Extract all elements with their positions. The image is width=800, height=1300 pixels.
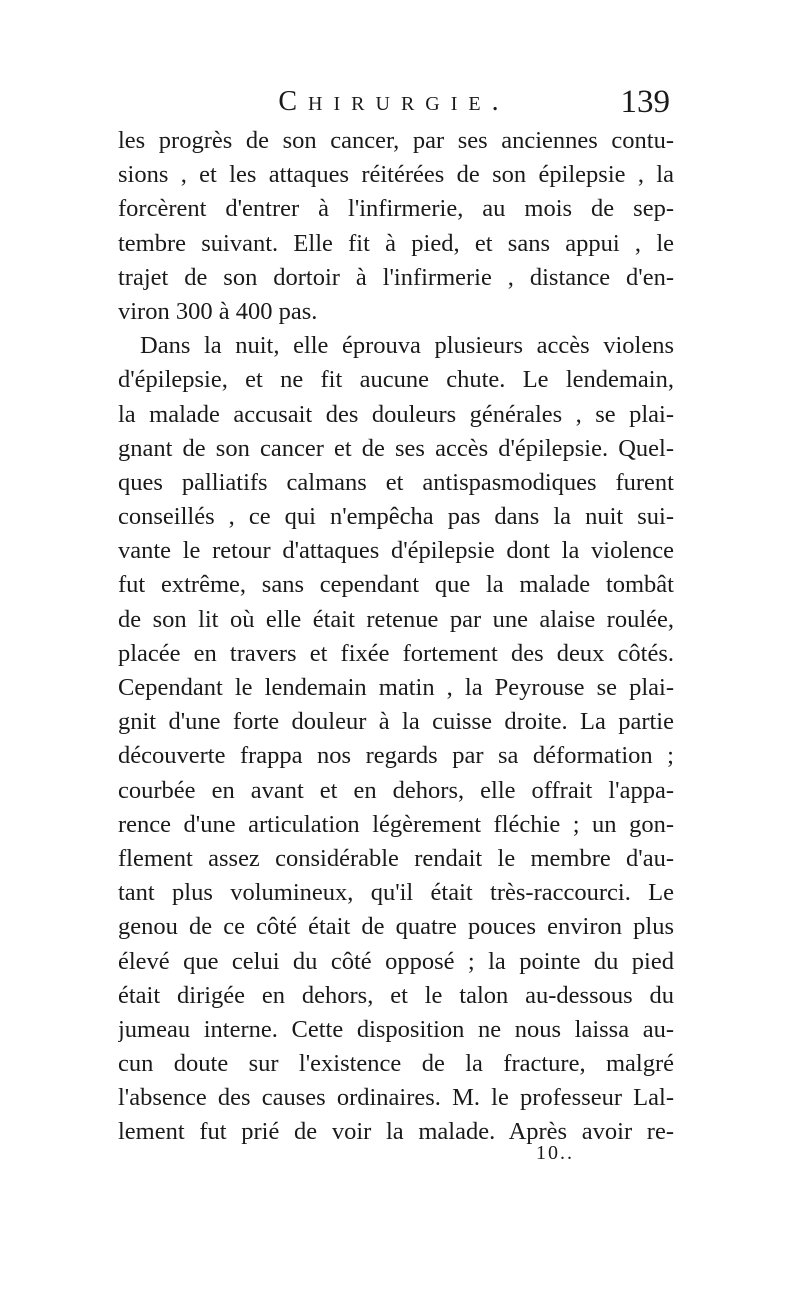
text-line: rence d'une articulation légèrement fléchie ; un gon-	[118, 810, 674, 838]
text-line: tant plus volumineux, qu'il était très-raccourci. Le	[118, 879, 674, 907]
text-line: gnit d'une forte douleur à la cuisse droite. La partie	[118, 708, 674, 736]
text-line: conseillés , ce qui n'empêcha pas dans la nuit sui-	[118, 503, 674, 531]
text-line: découverte frappa nos regards par sa déformation ;	[118, 742, 674, 770]
text-line: élevé que celui du côté opposé ; la pointe du pied	[118, 947, 674, 975]
text-line: cun doute sur l'existence de la fracture, malgré	[118, 1050, 674, 1078]
text-line: l'absence des causes ordinaires. M. le professeur Lal-	[118, 1084, 674, 1112]
text-line: flement assez considérable rendait le membre d'au-	[118, 844, 674, 872]
text-line: de son lit où elle était retenue par une alaise roulée,	[118, 605, 674, 633]
text-line: viron 300 à 400 pas.	[118, 297, 318, 325]
text-line: Cependant le lendemain matin , la Peyrouse se plai-	[118, 674, 674, 701]
text-line: fut extrême, sans cependant que la malade tombât	[118, 571, 674, 599]
text-line: d'épilepsie, et ne fit aucune chute. Le lendemain,	[118, 366, 674, 394]
signature-mark: 10..	[536, 1142, 574, 1164]
text-line: sions , et les attaques réitérées de son épilepsie , la	[118, 161, 674, 189]
text-line: la malade accusait des douleurs générales , se plai-	[118, 400, 674, 428]
text-line: lement fut prié de voir la malade. Après avoir re-	[118, 1118, 674, 1146]
text-line: Dans la nuit, elle éprouva plusieurs accès violens	[140, 332, 674, 360]
running-head	[118, 80, 670, 124]
text-line: était dirigée en dehors, et le talon au-dessous du	[118, 981, 674, 1009]
page-number: 139	[620, 84, 670, 120]
text-line: placée en travers et fixée fortement des deux côtés.	[118, 639, 674, 667]
text-line: courbée en avant et en dehors, elle offrait l'appa-	[118, 776, 674, 804]
text-line: tembre suivant. Elle fit à pied, et sans appui , le	[118, 229, 674, 257]
running-title: Chirurgie.	[278, 86, 510, 117]
text-line: vante le retour d'attaques d'épilepsie dont la violence	[118, 537, 674, 565]
text-line: les progrès de son cancer, par ses anciennes contu-	[118, 127, 674, 154]
text-line: genou de ce côté était de quatre pouces environ plus	[118, 913, 674, 941]
text-line: forcèrent d'entrer à l'infirmerie, au mois de sep-	[118, 195, 674, 223]
text-line: trajet de son dortoir à l'infirmerie , distance d'en-	[118, 263, 674, 291]
text-line: jumeau interne. Cette disposition ne nous laissa au-	[118, 1015, 674, 1043]
text-line: ques palliatifs calmans et antispasmodiques furent	[118, 468, 674, 496]
body-text	[118, 124, 674, 1150]
text-line: gnant de son cancer et de ses accès d'épilepsie. Quel-	[118, 434, 674, 462]
